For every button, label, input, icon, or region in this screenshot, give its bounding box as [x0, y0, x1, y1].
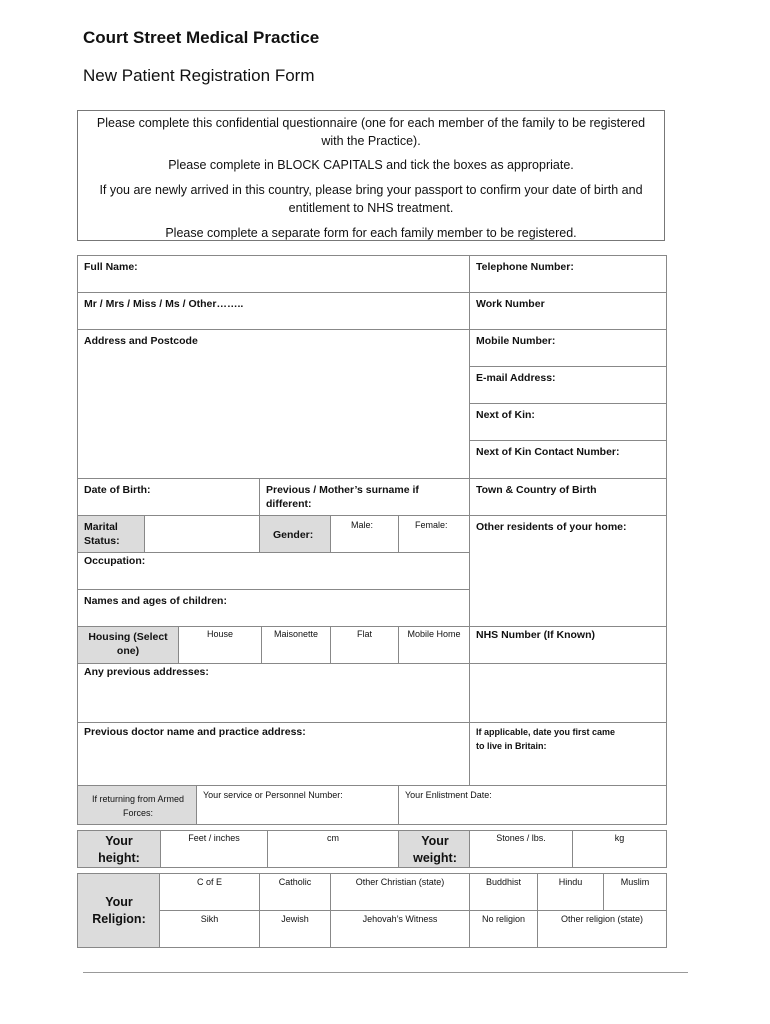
religion-other-christian-label: Other Christian (state)	[355, 877, 445, 887]
religion-jewish[interactable]	[259, 910, 331, 948]
housing-mobile-home-checkbox[interactable]	[398, 626, 470, 664]
height-cm-field[interactable]	[267, 830, 399, 868]
full-name-label: Full Name:	[84, 261, 138, 273]
mobile-field[interactable]	[469, 329, 667, 367]
religion-no-religion-label: No religion	[481, 914, 526, 924]
weight-stones-lbs-field[interactable]	[469, 830, 573, 868]
work-number-label: Work Number	[476, 298, 545, 310]
armed-forces-label-cell	[77, 785, 197, 825]
intro-line-4: Please complete a separate form for each family member to be registered.	[165, 226, 577, 240]
children-field[interactable]	[77, 589, 470, 627]
blank-cell	[469, 663, 667, 723]
intro-line-2: Please complete in BLOCK CAPITALS and tick the boxes as appropriate.	[168, 158, 574, 172]
housing-house-checkbox[interactable]	[178, 626, 262, 664]
intro-line-3: If you are newly arrived in this country, please bring your passport to confirm your date of birth and entitlement to NHS treatment.	[99, 183, 643, 215]
occupation-field[interactable]	[77, 552, 470, 590]
marital-status-input[interactable]	[144, 515, 260, 553]
intro-box	[77, 110, 665, 241]
dob-field[interactable]	[77, 478, 260, 516]
religion-label: Your Religion:	[92, 895, 146, 926]
title-label: Mr / Mrs / Miss / Ms / Other……..	[84, 298, 244, 310]
previous-doctor-label: Previous doctor name and practice address:	[84, 726, 306, 738]
feet-inches-label: Feet / inches	[188, 833, 240, 843]
previous-addresses-label: Any previous addresses:	[84, 666, 209, 678]
religion-c-of-e-label: C of E	[196, 877, 222, 887]
kg-label: kg	[614, 833, 625, 843]
housing-maisonette-label: Maisonette	[273, 629, 319, 639]
weight-kg-field[interactable]	[572, 830, 667, 868]
title-field[interactable]	[77, 292, 470, 330]
occupation-label: Occupation:	[84, 555, 146, 567]
other-residents-field[interactable]	[469, 515, 667, 627]
mobile-label: Mobile Number:	[476, 335, 556, 347]
previous-surname-label: Previous / Mother’s surname if different:	[266, 484, 419, 510]
next-of-kin-field[interactable]	[469, 403, 667, 441]
female-label: Female:	[415, 520, 448, 530]
form-title: New Patient Registration Form	[83, 66, 315, 85]
gender-label: Gender:	[273, 529, 314, 541]
registration-form	[77, 255, 667, 955]
email-label: E-mail Address:	[476, 372, 556, 384]
nhs-number-field[interactable]	[469, 626, 667, 664]
children-label: Names and ages of children:	[84, 595, 227, 607]
religion-no-religion[interactable]	[469, 910, 538, 948]
previous-surname-field[interactable]	[259, 478, 470, 516]
housing-label: Housing (Select one)	[88, 631, 168, 657]
religion-hindu-label: Hindu	[558, 877, 583, 887]
religion-jewish-label: Jewish	[281, 914, 309, 924]
religion-other[interactable]	[537, 910, 667, 948]
religion-other-christian[interactable]	[330, 873, 470, 911]
gender-label-cell	[259, 515, 331, 553]
religion-other-label: Other religion (state)	[560, 914, 644, 924]
full-name-field[interactable]	[77, 255, 470, 293]
housing-label-cell	[77, 626, 179, 664]
marital-status-label: Marital Status:	[84, 521, 120, 547]
other-residents-label: Other residents of your home:	[476, 521, 627, 533]
address-label: Address and Postcode	[84, 335, 198, 347]
religion-hindu[interactable]	[537, 873, 604, 911]
religion-sikh[interactable]	[159, 910, 260, 948]
practice-name: Court Street Medical Practice	[83, 28, 320, 47]
religion-jehovahs-witness-label: Jehovah’s Witness	[362, 914, 438, 924]
religion-label-cell	[77, 873, 160, 948]
height-label: Your height:	[98, 834, 140, 865]
intro-line-1: Please complete this confidential questionnaire (one for each member of the family to be registered with the Practice).	[96, 116, 646, 148]
housing-mobile-home-label: Mobile Home	[407, 629, 461, 639]
religion-jehovahs-witness[interactable]	[330, 910, 470, 948]
gender-male-checkbox[interactable]	[330, 515, 399, 553]
religion-muslim[interactable]	[603, 873, 667, 911]
religion-buddhist-label: Buddhist	[485, 877, 522, 887]
telephone-label: Telephone Number:	[476, 261, 574, 273]
housing-flat-checkbox[interactable]	[330, 626, 399, 664]
service-number-label: Your service or Personnel Number:	[203, 790, 343, 800]
previous-addresses-field[interactable]	[77, 663, 470, 723]
marital-status-label-cell	[77, 515, 145, 553]
town-country-birth-field[interactable]	[469, 478, 667, 516]
male-label: Male:	[351, 520, 374, 530]
next-of-kin-contact-label: Next of Kin Contact Number:	[476, 446, 620, 458]
email-field[interactable]	[469, 366, 667, 404]
next-of-kin-label: Next of Kin:	[476, 409, 535, 421]
dob-label: Date of Birth:	[84, 484, 151, 496]
address-field[interactable]	[77, 329, 470, 479]
weight-label-cell	[398, 830, 470, 868]
enlistment-date-label: Your Enlistment Date:	[405, 790, 492, 800]
date-came-britain-label: If applicable, date you first came to live in Britain:	[476, 727, 616, 751]
next-of-kin-contact-field[interactable]	[469, 440, 667, 479]
enlistment-date-field[interactable]	[398, 785, 667, 825]
height-label-cell	[77, 830, 161, 868]
nhs-number-label: NHS Number (If Known)	[476, 629, 595, 641]
religion-sikh-label: Sikh	[200, 914, 219, 924]
height-feet-inches-field[interactable]	[160, 830, 268, 868]
housing-maisonette-checkbox[interactable]	[261, 626, 331, 664]
armed-forces-label: If returning from Armed Forces:	[91, 794, 185, 818]
religion-catholic-label: Catholic	[278, 877, 312, 887]
stones-lbs-label: Stones / lbs.	[496, 833, 546, 843]
housing-house-label: House	[206, 629, 233, 639]
telephone-field[interactable]	[469, 255, 667, 293]
housing-flat-label: Flat	[356, 629, 372, 639]
service-number-field[interactable]	[196, 785, 399, 825]
religion-buddhist[interactable]	[469, 873, 538, 911]
cm-label: cm	[327, 833, 339, 843]
date-came-britain-field[interactable]	[469, 722, 667, 786]
religion-muslim-label: Muslim	[620, 877, 650, 887]
weight-label: Your weight:	[413, 834, 457, 865]
religion-catholic[interactable]	[259, 873, 331, 911]
religion-c-of-e[interactable]	[159, 873, 260, 911]
town-country-birth-label: Town & Country of Birth	[476, 484, 597, 496]
gender-female-checkbox[interactable]	[398, 515, 470, 553]
work-number-field[interactable]	[469, 292, 667, 330]
footer-divider	[83, 972, 688, 973]
previous-doctor-field[interactable]	[77, 722, 470, 786]
